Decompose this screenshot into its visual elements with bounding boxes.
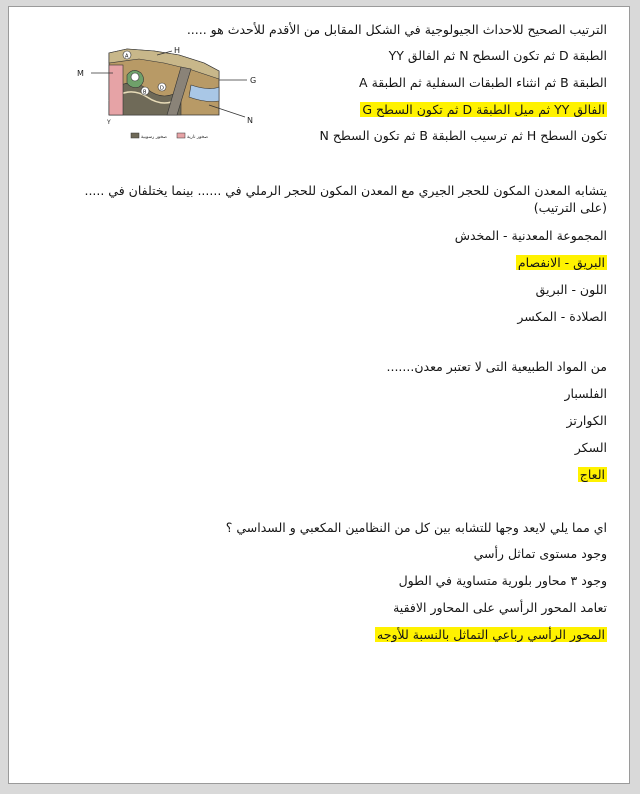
q3-answer-highlight: العاج — [579, 467, 605, 482]
q1-option-1: الطبقة D ثم تكون السطح N ثم الفالق YY — [388, 48, 607, 63]
q3-option-2: الكوارتز — [566, 413, 607, 428]
q3-option-1: الفلسبار — [564, 386, 607, 401]
q4-option-1: وجود مستوى تماثل رأسي — [473, 546, 607, 561]
legend-sedimentary: صخور رسوبية — [141, 135, 167, 140]
q3-question: من المواد الطبيعية التى لا تعتبر معدن....... — [386, 359, 607, 374]
label-b-circle: B — [143, 89, 147, 96]
q3-option-3: السكر — [574, 440, 607, 455]
label-g: G — [250, 76, 257, 85]
label-h: H — [174, 46, 181, 55]
q2-option-3: اللون - البريق — [535, 282, 607, 297]
q2-note: (على الترتيب) — [533, 200, 607, 215]
label-n: N — [247, 116, 253, 125]
worksheet-page — [8, 6, 630, 784]
q2-answer-highlight: البريق - الانفصام — [517, 255, 605, 270]
geology-cross-section-figure — [69, 45, 279, 145]
q1-option-4: تكون السطح H ثم ترسيب الطبقة B ثم تكون السطح N — [319, 128, 607, 143]
q4-answer-highlight: المحور الرأسي رباعي التماثل بالنسبة للأوجه — [377, 627, 605, 642]
q3-option-4 — [578, 466, 607, 483]
label-m: M — [77, 69, 84, 78]
q1-option-3 — [360, 101, 607, 118]
q2-option-1: المجموعة المعدنية - المخدش — [454, 228, 607, 243]
label-d-circle: D — [160, 85, 164, 92]
q4-question: اي مما يلي لايعد وجها للتشابه بين كل من النظامين المكعبي و السداسي ؟ — [225, 520, 607, 535]
legend-igneous: صخور نارية — [187, 135, 209, 140]
label-y: Y — [107, 119, 111, 126]
q2-option-4: الصلادة - المكسر — [517, 309, 607, 324]
q1-question: الترتيب الصحيح للاحداث الجيولوجية في الشكل المقابل من الأقدم للأحدث هو ..... — [186, 22, 607, 37]
q1-option-2: الطبقة B ثم انثناء الطبقات السفلية ثم الطبقة A — [359, 75, 607, 90]
q2-option-2 — [516, 254, 607, 271]
q2-question: يتشابه المعدن المكون للحجر الجيري مع المعدن المكون للحجر الرملي في ...... بينما يختلفان في ..... — [84, 183, 607, 198]
q4-option-3: تعامد المحور الرأسي على المحاور الافقية — [393, 600, 607, 615]
label-a-circle: A — [125, 53, 129, 60]
q4-option-4 — [375, 626, 607, 643]
q4-option-2: وجود ٣ محاور بلورية متساوية في الطول — [398, 573, 607, 588]
q1-answer-highlight: الفالق YY ثم ميل الطبقة D ثم تكون السطح G — [362, 102, 605, 117]
